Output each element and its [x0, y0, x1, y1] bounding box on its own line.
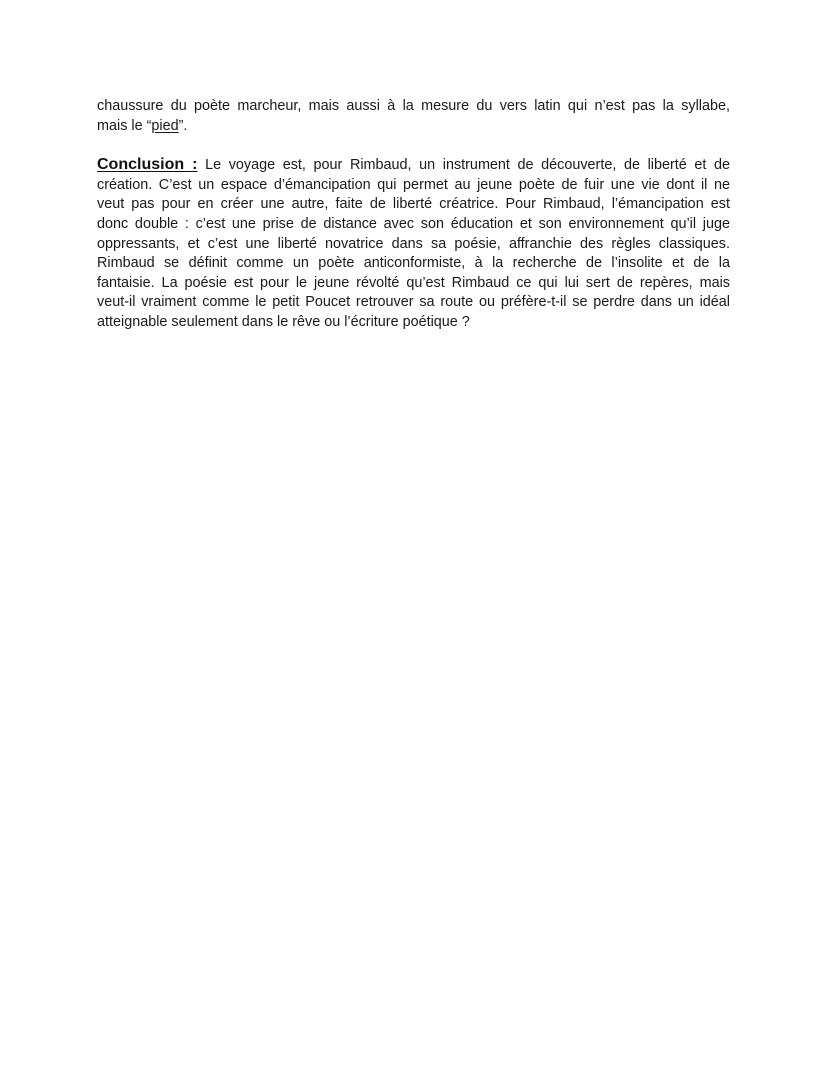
- paragraph-line: création. C’est un espace d’émancipation qui permet au jeune poète de fuir une vie dont il ne: [97, 176, 730, 193]
- paragraph-line: veut pas pour en créer une autre, faite de liberté créatrice. Pour Rimbaud, l’émancipation est: [97, 196, 730, 213]
- paragraph-continuation: [97, 97, 730, 136]
- line-suffix: ”.: [178, 117, 188, 134]
- paragraph-line: veut-il vraiment comme le petit Poucet retrouver sa route ou préfère-t-il se perdre dans un idéal: [97, 294, 730, 311]
- paragraph-line: atteignable seulement dans le rêve ou l’écriture poétique ?: [97, 313, 470, 330]
- paragraph-line: Rimbaud se définit comme un poète anticonformiste, à la recherche de l’insolite et de la: [97, 255, 730, 272]
- paragraph-line: chaussure du poète marcheur, mais aussi à la mesure du vers latin qui n’est pas la syllabe,: [97, 98, 730, 114]
- paragraph-line: fantaisie. La poésie est pour le jeune révolté qu’est Rimbaud ce qui lui sert de repères, mais: [97, 274, 730, 291]
- paragraph-line: [97, 117, 730, 137]
- underlined-word-pied: pied: [151, 117, 179, 134]
- line-prefix: mais le “: [97, 117, 152, 134]
- document-body: [97, 97, 730, 333]
- paragraph-line: [97, 155, 730, 176]
- conclusion-line-text: Le voyage est, pour Rimbaud, un instrument de découverte, de liberté et de: [197, 157, 730, 174]
- paragraph-line: oppressants, et c’est une liberté novatrice dans sa poésie, affranchie des règles classiques.: [97, 235, 730, 252]
- conclusion-paragraph: [97, 155, 730, 332]
- conclusion-heading: Conclusion :: [97, 156, 198, 174]
- paragraph-line: donc double : c’est une prise de distance avec son éducation et son environnement qu’il juge: [97, 215, 730, 232]
